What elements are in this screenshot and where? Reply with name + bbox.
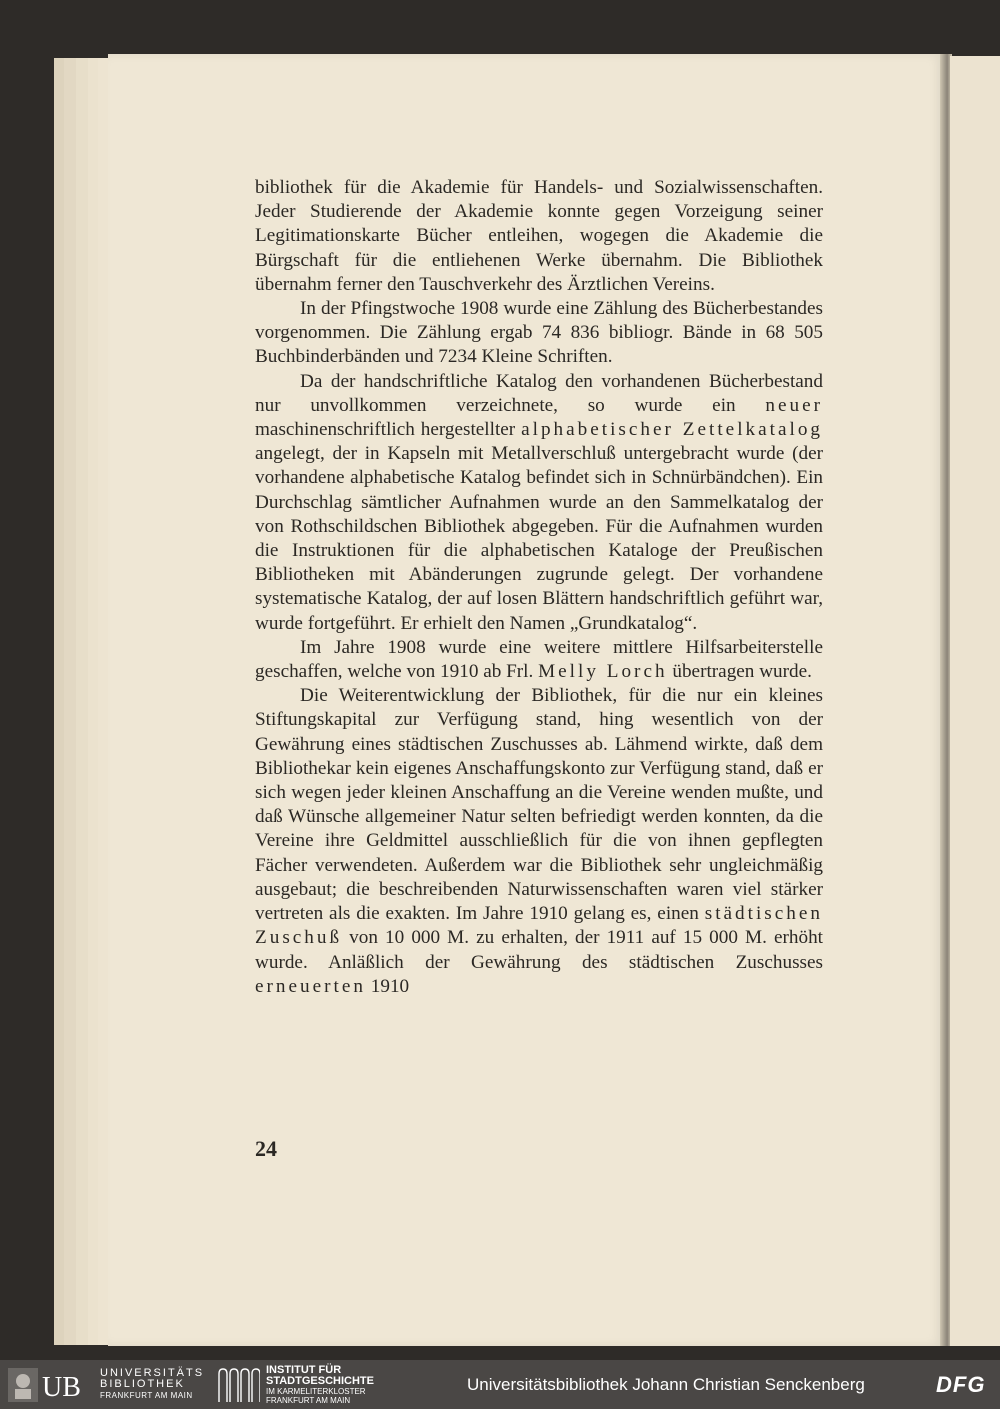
body-paragraph	[255, 636, 823, 684]
isg-line-3: IM KARMELITERKLOSTER	[266, 1387, 366, 1396]
dfg-logo-icon[interactable]: DFG	[936, 1372, 986, 1397]
isg-line-1: INSTITUT FÜR	[266, 1364, 342, 1376]
body-paragraph	[255, 297, 823, 370]
paragraph-text: 1910	[365, 975, 410, 997]
isg-line-2: STADTGESCHICHTE	[266, 1375, 374, 1387]
spaced-emphasis-text: erneuerten	[255, 975, 366, 997]
ub-logo-icon[interactable]	[8, 1368, 96, 1402]
spaced-emphasis-text: Melly Lorch	[538, 661, 668, 683]
paragraph-text: Im Jahre 1908 wurde eine weitere mittlere Hilfsarbeiterstelle geschaffen, welche von 1910 ab Frl.	[255, 636, 823, 683]
ub-line-1: UNIVERSITÄTS	[100, 1367, 205, 1379]
isg-institute-name[interactable]	[266, 1365, 374, 1405]
paragraph-text: bibliothek für die Akademie für Handels- und Sozialwissenschaften. Jeder Studierende der Akademie konnte gegen Vorzeigung seiner Legitimationskarte Bücher entleihen, wogegen die Akademie die Bürgschaft für die entliehenen Werke übernahm. Die Bibliothek übernahm ferner den Tauschverkehr des Ärztlichen Vereins.	[255, 177, 823, 295]
paragraph-text: Da der handschriftliche Katalog den vorhandenen Bücherbestand nur unvollkommen verzeichnete, so wurde ein	[255, 370, 823, 416]
paragraph-text: übertragen wurde.	[667, 661, 812, 683]
isg-line-4: FRANKFURT AM MAIN	[266, 1396, 351, 1405]
ub-library-name[interactable]	[100, 1368, 204, 1401]
paragraph-text: In der Pfingstwoche 1908 wurde eine Zählung des Bücherbestandes vorgenommen. Die Zählung ergab 74 836 bibliogr. Bände in 68 505 Buchbinderbänden und 7234 Kleine Schriften.	[255, 298, 823, 368]
isg-columns-icon[interactable]	[216, 1366, 260, 1404]
paragraph-text: von 10 000 M. zu erhalten, der 1911 auf 15 000 M. erhöht wurde. Anläßlich der Gewährung des städtischen Zuschusses	[255, 927, 823, 973]
ub-line-3: FRANKFURT AM MAIN	[100, 1391, 193, 1400]
body-paragraph	[255, 684, 823, 999]
ub-logo-letters: UB	[42, 1372, 81, 1402]
spaced-emphasis-text: neuer	[765, 394, 823, 416]
paragraph-text: maschinenschriftlich hergestellter	[255, 419, 522, 441]
spaced-emphasis-text: alphabetischer Zettelkatalog	[521, 419, 824, 441]
paragraph-text: angelegt, der in Kapseln mit Metallverschluß untergebracht wurde (der vorhandene alphabetische Katalog befindet sich in Schnürbändchen). Ein Durchschlag sämtlicher Aufnahmen wurde an den Sammelkatalog der von Rothschildschen Bibliothek abgegeben. Für die Aufnahmen wurden die Instruktionen für die alphabetischen Kataloge der Preußischen Bibliotheken mit Abänderungen zugrunde gelegt. Der vorhandene systematische Katalog, der auf losen Blättern handschriftlich geführt war, wurde fortgeführt. Er erhielt den Namen „Grundkatalog“.	[255, 443, 823, 634]
body-paragraph	[255, 176, 823, 297]
spaced-emphasis-text: städtischen Zuschuß	[255, 903, 823, 949]
ub-line-2: BIBLIOTHEK	[100, 1378, 185, 1390]
page-number: 24	[255, 1136, 277, 1161]
body-paragraph	[255, 370, 823, 636]
paragraph-text: Die Weiterentwicklung der Bibliothek, für die nur ein kleines Stiftungskapital zur Verfügung stand, hing wesentlich von der Gewährung eines städtischen Zuschusses ab. Lähmend wirkte, daß dem Bibliothekar kein eigenes Anschaffungskonto zur Verfügung stand, daß er sich wegen jeder kleinen Anschaffung an die Vereine wenden mußte, und daß Wünsche allgemeiner Natur selten befriedigt werden konnten, da die Vereine ihre Geldmittel ausschließlich für die von ihnen gepflegten Fächer verwendeten. Außerdem war die Bibliothek sehr ungleichmäßig ausgebaut; die beschreibenden Naturwissenschaften waren viel stärker vertreten als die exakten. Im Jahre 1910 gelang es, einen	[255, 685, 823, 925]
footer-library-title[interactable]: Universitätsbibliothek Johann Christian Senckenberg	[467, 1375, 865, 1394]
page-body-text	[255, 176, 823, 999]
viewer-footer-bar	[0, 1360, 1000, 1409]
facing-page	[950, 56, 1000, 1346]
